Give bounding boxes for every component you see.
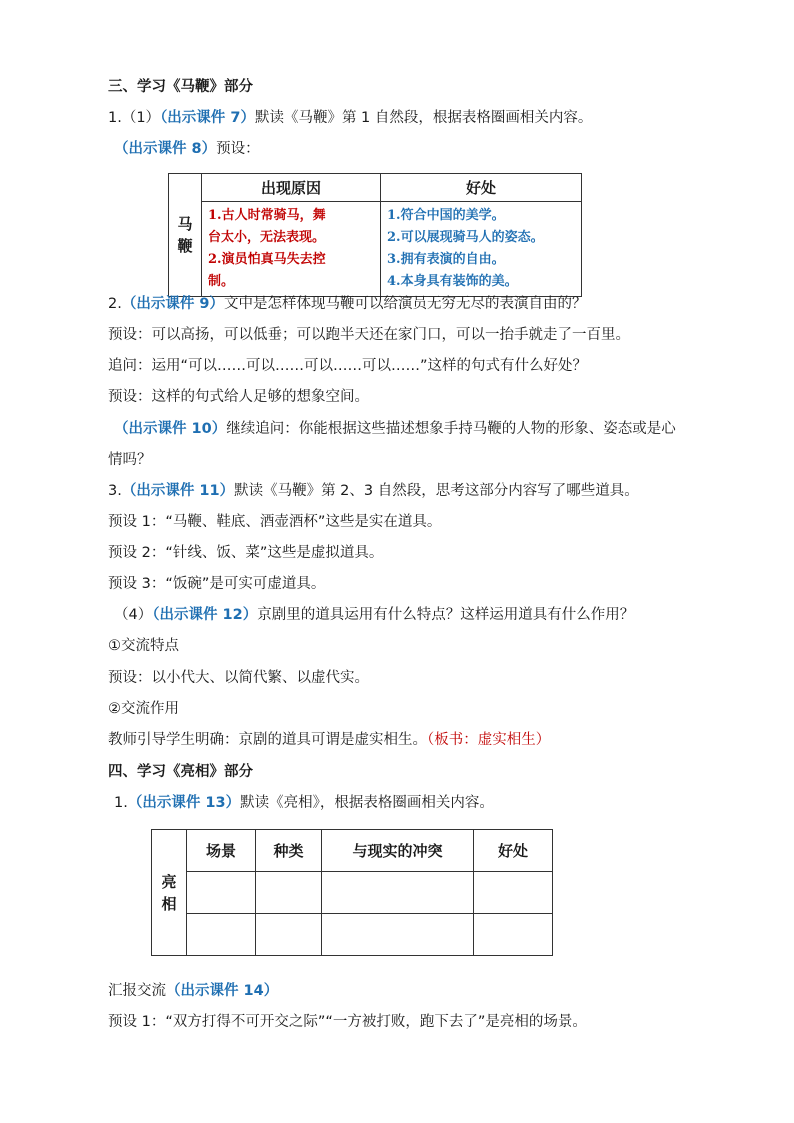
section-3-title: 三、学习《马鞭》部分: [108, 79, 253, 95]
table2-header-scene: 场景: [187, 830, 256, 872]
teacher-guide: 教师引导学生明确：京剧的道具可谓是虚实相生。（板书：虚实相生）: [108, 732, 551, 748]
liangxiang-table: [151, 829, 553, 956]
table2-header-conflict: 与现实的冲突: [322, 830, 474, 872]
question-section4-1: 1.（出示课件 13）默读《亮相》，根据表格圈画相关内容。: [114, 795, 494, 811]
courseware-14-tag: （出示课件 14）: [166, 983, 279, 999]
table2-cell: [187, 914, 256, 956]
table2-header-benefit: 好处: [474, 830, 553, 872]
preset-1-props: 预设 1：“马鞭、鞋底、酒壶酒杯”这些是实在道具。: [108, 514, 442, 530]
table1-header-reason: 出现原因: [202, 174, 381, 202]
horsewhip-table: [168, 173, 582, 297]
courseware-10-tag: （出示课件 10）: [114, 421, 227, 437]
table2-cell: [187, 872, 256, 914]
courseware-11-tag: （出示课件 11）: [121, 483, 235, 499]
preset-line-2: 预设：这样的句式给人足够的想象空间。: [108, 389, 369, 405]
board-note: （板书：虚实相生）: [427, 732, 551, 748]
table2-side-label: 亮相: [152, 830, 187, 956]
table2-cell: [256, 872, 322, 914]
courseware-10-line: （出示课件 10）继续追问：你能根据这些描述想象手持马鞭的人物的形象、姿态或是心: [114, 421, 676, 437]
table2-header-type: 种类: [256, 830, 322, 872]
discuss-functions: ②交流作用: [108, 701, 179, 717]
table2-cell: [256, 914, 322, 956]
question-1-1: 1.（1）（出示课件 7）默读《马鞭》第 1 自然段，根据表格圈画相关内容。: [108, 110, 593, 126]
courseware-9-tag: （出示课件 9）: [121, 296, 224, 312]
report-exchange: 汇报交流（出示课件 14）: [108, 983, 279, 999]
courseware-12-tag: （出示课件 12）: [152, 607, 258, 623]
table2-cell: [474, 872, 553, 914]
preset-liangxiang-scene: 预设 1：“双方打得不可开交之际”“一方被打败，跑下去了”是亮相的场景。: [108, 1014, 587, 1030]
preset-line-3: 预设：以小代大、以简代繁、以虚代实。: [108, 670, 369, 686]
table2-cell: [322, 914, 474, 956]
courseware-10-line-cont: 情吗？: [108, 452, 152, 468]
question-3: 3.（出示课件 11）默读《马鞭》第 2、3 自然段，思考这部分内容写了哪些道具。: [108, 483, 639, 499]
table1-side-label: 马鞭: [169, 174, 202, 297]
preset-courseware-8: （出示课件 8）预设：: [114, 141, 260, 157]
follow-up-question: 追问：运用“可以……可以……可以……可以……”这样的句式有什么好处？: [108, 358, 588, 374]
preset-3-props: 预设 3：“饭碗”是可实可虚道具。: [108, 576, 326, 592]
discuss-features: ①交流特点: [108, 638, 179, 654]
question-2: 2.（出示课件 9）文中是怎样体现马鞭可以给演员无穷无尽的表演自由的？: [108, 296, 587, 312]
table1-benefits-cell: 1.符合中国的美学。 2.可以展现骑马人的姿态。 3.拥有表演的自由。 4.本身具有装饰的美。: [381, 202, 582, 297]
preset-2-props: 预设 2：“针线、饭、菜”这些是虚拟道具。: [108, 545, 384, 561]
question-4: （4）（出示课件 12）京剧里的道具运用有什么特点？这样运用道具有什么作用？: [114, 607, 635, 623]
table2-cell: [474, 914, 553, 956]
preset-line-1: 预设：可以高扬，可以低垂；可以跑半天还在家门口，可以一抬手就走了一百里。: [108, 327, 630, 343]
table2-cell: [322, 872, 474, 914]
table1-header-benefit: 好处: [381, 174, 582, 202]
courseware-8-tag: （出示课件 8）: [114, 141, 217, 157]
courseware-7-tag: （出示课件 7）: [160, 110, 255, 126]
courseware-13-tag: （出示课件 13）: [127, 795, 241, 811]
section-4-title: 四、学习《亮相》部分: [108, 764, 253, 780]
table1-reasons-cell: 1.古人时常骑马，舞 台太小，无法表现。 2.演员怕真马失去控 制。: [202, 202, 381, 297]
